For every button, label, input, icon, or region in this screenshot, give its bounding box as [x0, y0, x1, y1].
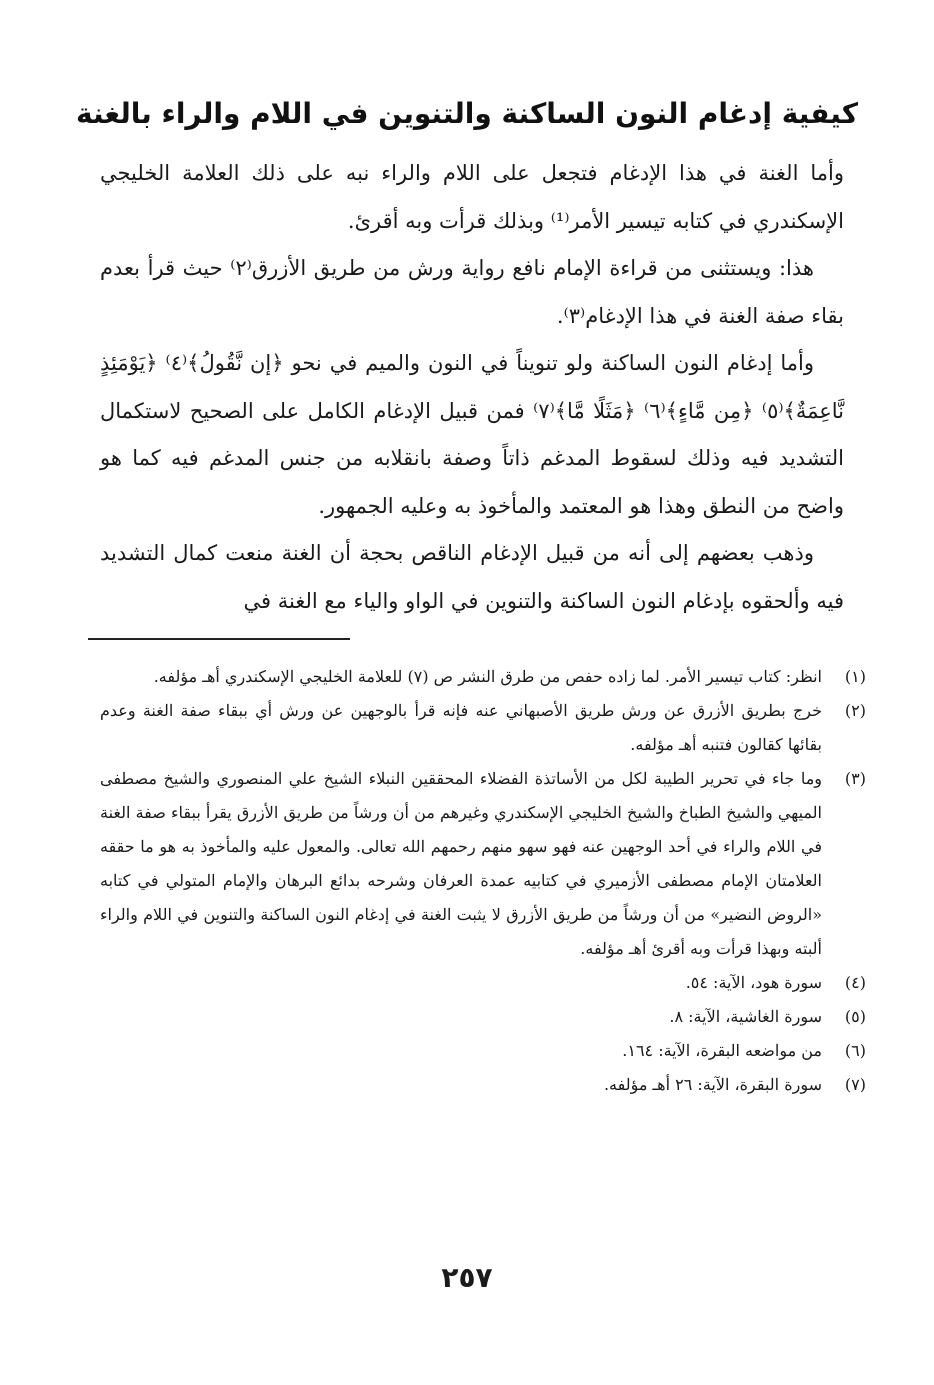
footnotes-list [100, 660, 866, 1102]
footnote-number: (٧) [844, 1075, 866, 1094]
footnote-number: (١) [844, 667, 866, 686]
footnote-item [100, 694, 866, 762]
footnote-number: (٣) [844, 769, 866, 788]
main-text [100, 150, 844, 625]
footnote-item [100, 660, 866, 694]
footnote-item [100, 1000, 866, 1034]
page-number: ٢٥٧ [441, 1261, 493, 1294]
footnote-text: خرج بطريق الأزرق عن ورش طريق الأصبهاني عنه فإنه قرأ بالوجهين عن ورش أي ببقاء صفة الغنة وعدم بقائها كقالون فتنبه أهـ مؤلفه. [100, 701, 822, 754]
footnote-item [100, 1068, 866, 1102]
paragraph: هذا: ويستثنى من قراءة الإمام نافع رواية ورش من طريق الأزرق⁽٢⁾ حيث قرأ بعدم بقاء صفة الغنة في هذا الإدغام⁽٣⁾. [100, 256, 844, 328]
paragraph: وأما الغنة في هذا الإدغام فتجعل على اللام والراء نبه على ذلك العلامة الخليجي الإسكندري في كتابه تيسير الأمر⁽¹⁾ وبذلك قرأت وبه أقرئ. [100, 161, 844, 233]
footnote-item [100, 762, 866, 966]
footnote-text: سورة البقرة، الآية: ٢٦ أهـ مؤلفه. [603, 1075, 822, 1094]
footnote-text: انظر: كتاب تيسير الأمر. لما زاده حفص من طرق النشر ص (٧) للعلامة الخليجي الإسكندري أهـ مؤلفه. [153, 667, 822, 686]
footnote-number: (٢) [844, 701, 866, 720]
footnote-text: من مواضعه البقرة، الآية: ١٦٤. [622, 1041, 822, 1060]
footnote-separator [88, 638, 350, 640]
footnote-item [100, 966, 866, 1000]
footnote-number: (٤) [844, 973, 866, 992]
footnote-number: (٦) [844, 1041, 866, 1060]
footnote-text: سورة الغاشية، الآية: ٨. [669, 1007, 822, 1026]
footnote-item [100, 1034, 866, 1068]
footnote-text: سورة هود، الآية: ٥٤. [685, 973, 822, 992]
paragraph: وأما إدغام النون الساكنة ولو تنويناً في النون والميم في نحو ﴿إن نَّقُولُ﴾⁽٤⁾ ﴿يَوْمَئِذٍ نَّاعِمَةٌ﴾⁽٥⁾ ﴿مِن مَّاءٍ﴾⁽٦⁾ ﴿مَثَلًا مَّا﴾⁽٧⁾ فمن قبيل الإدغام الكامل على الصحيح لاستكمال التشديد فيه وذلك لسقوط المدغم ذاتاً وصفة بانقلابه من جنس المدغم فيه كما هو واضح من النطق وهذا هو المعتمد والمأخوذ به وعليه الجمهور. [100, 351, 845, 518]
section-heading: كيفية إدغام النون الساكنة والتنوين في اللام والراء بالغنة [76, 97, 858, 130]
paragraph: وذهب بعضهم إلى أنه من قبيل الإدغام الناقص بحجة أن الغنة منعت كمال التشديد فيه وألحقوه بإدغام النون الساكنة والتنوين في الواو والياء مع الغنة في [100, 541, 844, 613]
footnote-text: وما جاء في تحرير الطيبة لكل من الأساتذة الفضلاء المحققين النبلاء الشيخ علي المنصوري والشيخ مصطفى الميهي والشيخ الطباخ والشيخ الخليجي الإسكندري وغيرهم من أن ورشاً من طريق الأزرق يقرأ ببقاء صفة الغنة في اللام والراء في أحد الوجهين عنه فهو سهو منهم رحمهم الله تعالى. والمعول عليه والمأخوذ به هو ما حققه العلامتان الإمام مصطفى الأزميري في كتابيه عمدة العرفان وشرحه بدائع البرهان والإمام المتولي في كتابه «الروض النضير» من أن ورشاً من طريق الأزرق لا يثبت الغنة في إدغام النون الساكنة والتنوين في اللام والراء ألبته وبهذا قرأت وبه أقرئ أهـ مؤلفه. [100, 769, 822, 958]
footnote-number: (٥) [844, 1007, 866, 1026]
